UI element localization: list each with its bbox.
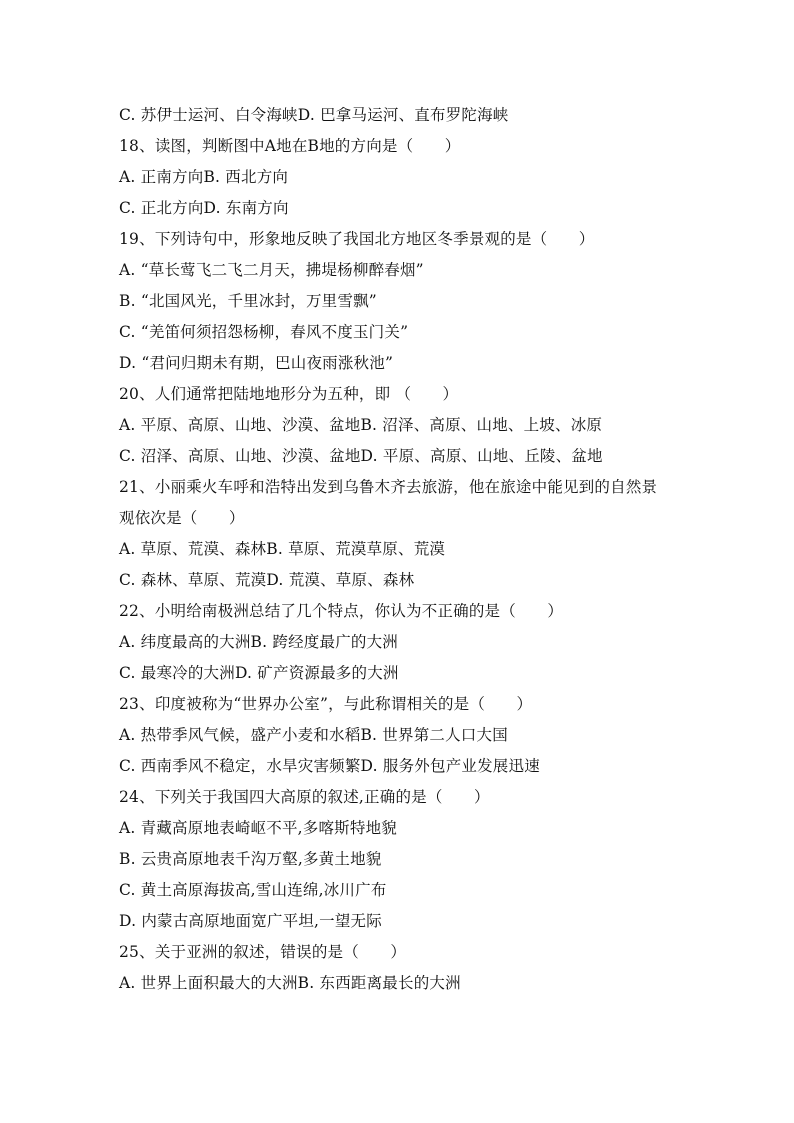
option-line-21cd: C. 森林、草原、荒漠D. 荒漠、草原、森林: [119, 571, 415, 589]
option-line-22cd: C. 最寒冷的大洲D. 矿产资源最多的大洲: [119, 664, 399, 682]
question-24-stem: 24、下列关于我国四大高原的叙述,正确的是（ ）: [119, 788, 490, 806]
option-line-24c: C. 黄土高原海拔高,雪山连绵,冰川广布: [119, 881, 387, 899]
option-line-19c: C. “羌笛何须招怨杨柳，春风不度玉门关”: [119, 323, 409, 341]
question-25-stem: 25、关于亚洲的叙述，错误的是（ ）: [119, 943, 407, 961]
option-line-24a: A. 青藏高原地表崎岖不平,多喀斯特地貌: [119, 819, 397, 837]
option-line-18ab: A. 正南方向B. 西北方向: [119, 168, 289, 186]
question-20-stem: 20、人们通常把陆地地形分为五种，即 （ ）: [119, 385, 459, 403]
question-19-stem: 19、下列诗句中，形象地反映了我国北方地区冬季景观的是（ ）: [119, 230, 595, 248]
option-line-17cd: C. 苏伊士运河、白令海峡D. 巴拿马运河、直布罗陀海峡: [119, 106, 509, 124]
option-line-19a: A. “草长莺飞二飞二月天，拂堤杨柳醉春烟”: [119, 261, 424, 279]
option-line-24d: D. 内蒙古高原地面宽广平坦,一望无际: [119, 912, 382, 930]
option-line-19b: B. “北国风光，千里冰封，万里雪飘”: [119, 292, 377, 310]
option-line-25ab: A. 世界上面积最大的大洲B. 东西距离最长的大洲: [119, 974, 461, 992]
option-line-18cd: C. 正北方向D. 东南方向: [119, 199, 289, 217]
question-22-stem: 22、小明给南极洲总结了几个特点，你认为不正确的是（ ）: [119, 602, 564, 620]
question-18-stem: 18、读图，判断图中A地在B地的方向是（ ）: [119, 137, 461, 155]
option-line-21ab: A. 草原、荒漠、森林B. 草原、荒漠草原、荒漠: [119, 540, 446, 558]
option-line-19d: D. “君问归期未有期，巴山夜雨涨秋池”: [119, 354, 394, 372]
option-line-23ab: A. 热带季风气候，盛产小麦和水稻B. 世界第二人口大国: [119, 726, 508, 744]
question-text-block: [119, 100, 719, 999]
option-line-20ab: A. 平原、高原、山地、沙漠、盆地B. 沼泽、高原、山地、上坡、冰原: [119, 416, 603, 434]
question-21-stem: 21、小丽乘火车呼和浩特出发到乌鲁木齐去旅游，他在旅途中能见到的自然景: [119, 478, 658, 496]
option-line-22ab: A. 纬度最高的大洲B. 跨经度最广的大洲: [119, 633, 398, 651]
option-line-23cd: C. 西南季风不稳定，水旱灾害频繁D. 服务外包产业发展迅速: [119, 757, 540, 775]
question-21-stem-cont: 观依次是（ ）: [119, 509, 245, 527]
option-line-24b: B. 云贵高原地表千沟万壑,多黄土地貌: [119, 850, 382, 868]
question-23-stem: 23、印度被称为“世界办公室”，与此称谓相关的是（ ）: [119, 695, 533, 713]
option-line-20cd: C. 沼泽、高原、山地、沙漠、盆地D. 平原、高原、山地、丘陵、盆地: [119, 447, 603, 465]
